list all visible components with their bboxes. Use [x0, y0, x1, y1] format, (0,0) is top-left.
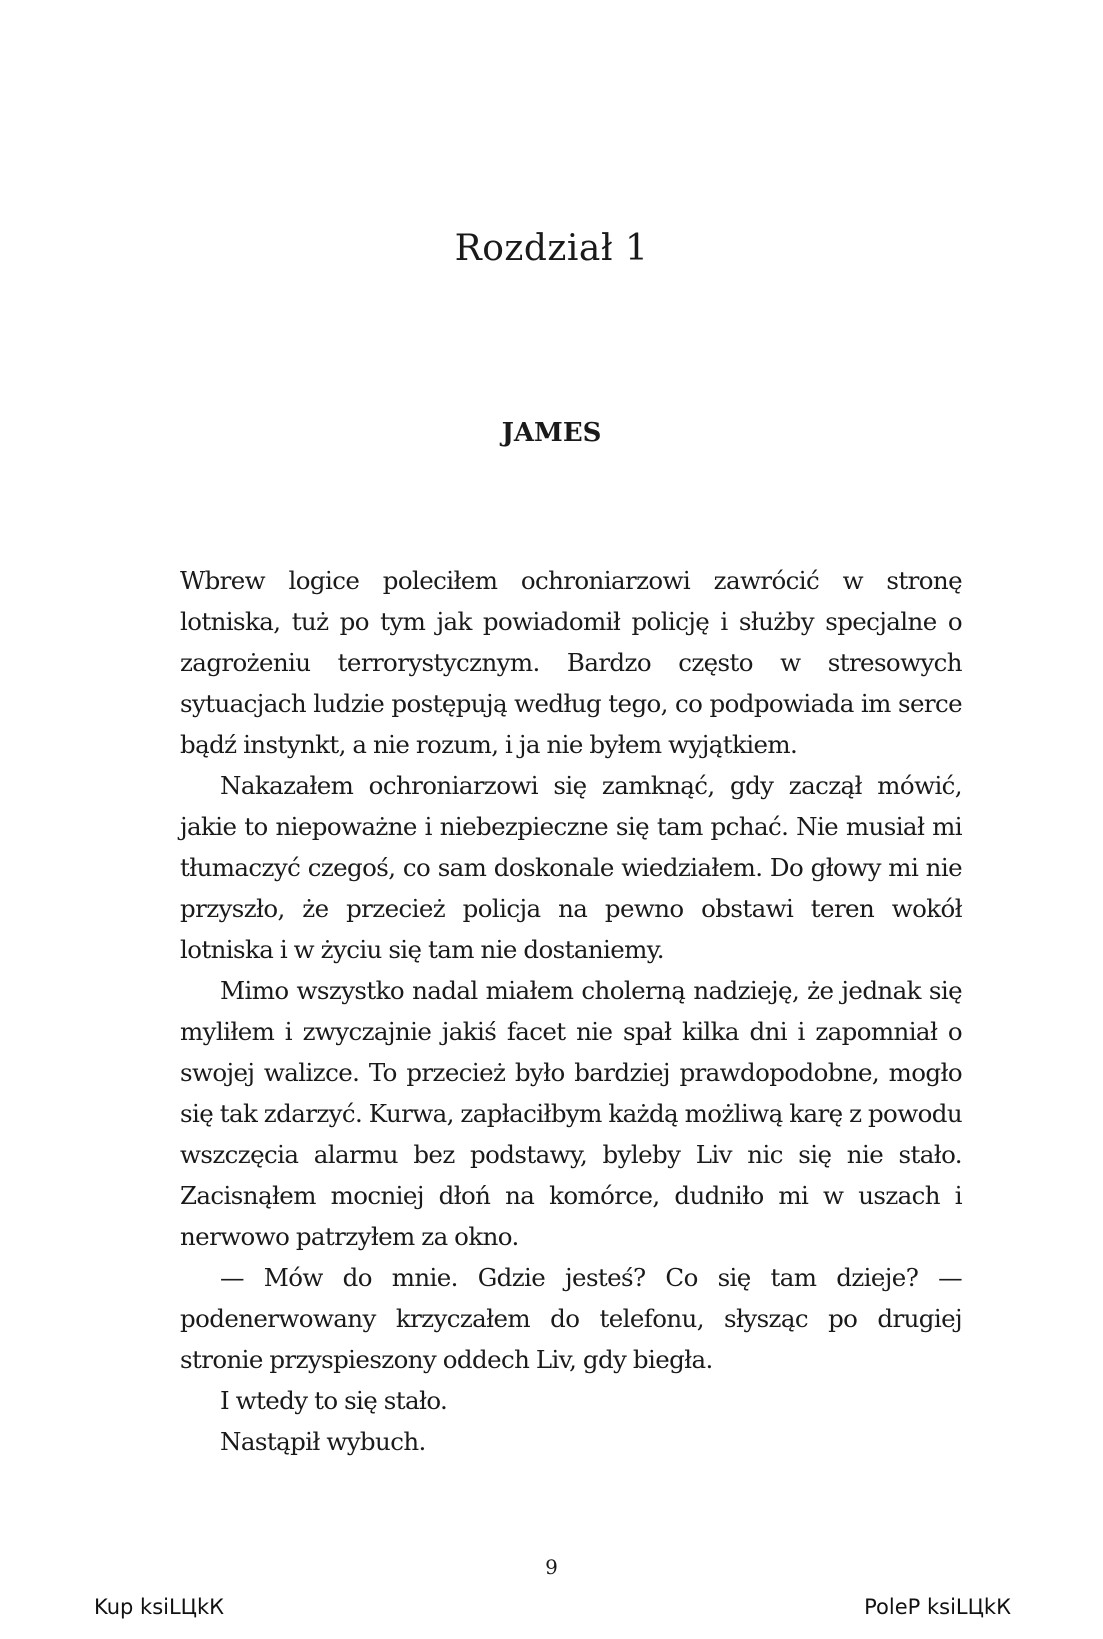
paragraph: I wtedy to się stało. [220, 1386, 448, 1415]
paragraph: Nastąpił wybuch. [220, 1427, 426, 1456]
paragraph: — Mów do mnie. Gdzie jesteś? Co się tam dzieje? — podenerwowany krzyczałem do telefonu, słysząc po drugiej stronie przyspieszony oddech Liv, gdy biegła. [180, 1263, 962, 1374]
paragraph: Nakazałem ochroniarzowi się zamknąć, gdy zaczął mówić, jakie to niepoważne i niebezpieczne się tam pchać. Nie musiał mi tłumaczyć czegoś, co sam doskonale wiedziałem. Do głowy mi nie przyszło, że przecież policja na pewno obstawi teren wokół lotniska i w życiu się tam nie dostaniemy. [180, 771, 962, 964]
paragraph: Mimo wszystko nadal miałem cholerną nadzieję, że jednak się myliłem i zwyczajnie jakiś facet nie spał kilka dni i zapomniał o swojej walizce. To przecież było bardziej prawdopodobne, mogło się tak zdarzyć. Kurwa, zapłaciłbym każdą możliwą karę z powodu wszczęcia alarmu bez podstawy, byleby Liv nic się nie stało. Zacisnąłem mocniej dłoń na komórce, dudniło mi w uszach i nerwowo patrzyłem za okno. [180, 976, 962, 1251]
narrator-heading: JAMES [501, 418, 602, 448]
chapter-body [180, 560, 962, 1462]
recommend-book-link[interactable]: PoleP ksiLЦkК [864, 1595, 1011, 1619]
buy-book-link[interactable]: Kup ksiLЦkК [94, 1595, 225, 1619]
paragraph: Wbrew logice poleciłem ochroniarzowi zawrócić w stronę lotniska, tuż po tym jak powiadomił policję i służby specjalne o zagrożeniu terrorystycznym. Bardzo często w stresowych sytuacjach ludzie postępują według tego, co podpowiada im serce bądź instynkt, a nie rozum, i ja nie byłem wyjątkiem. [180, 566, 962, 759]
page-number: 9 [545, 1555, 558, 1579]
chapter-title: Rozdział 1 [454, 228, 649, 269]
